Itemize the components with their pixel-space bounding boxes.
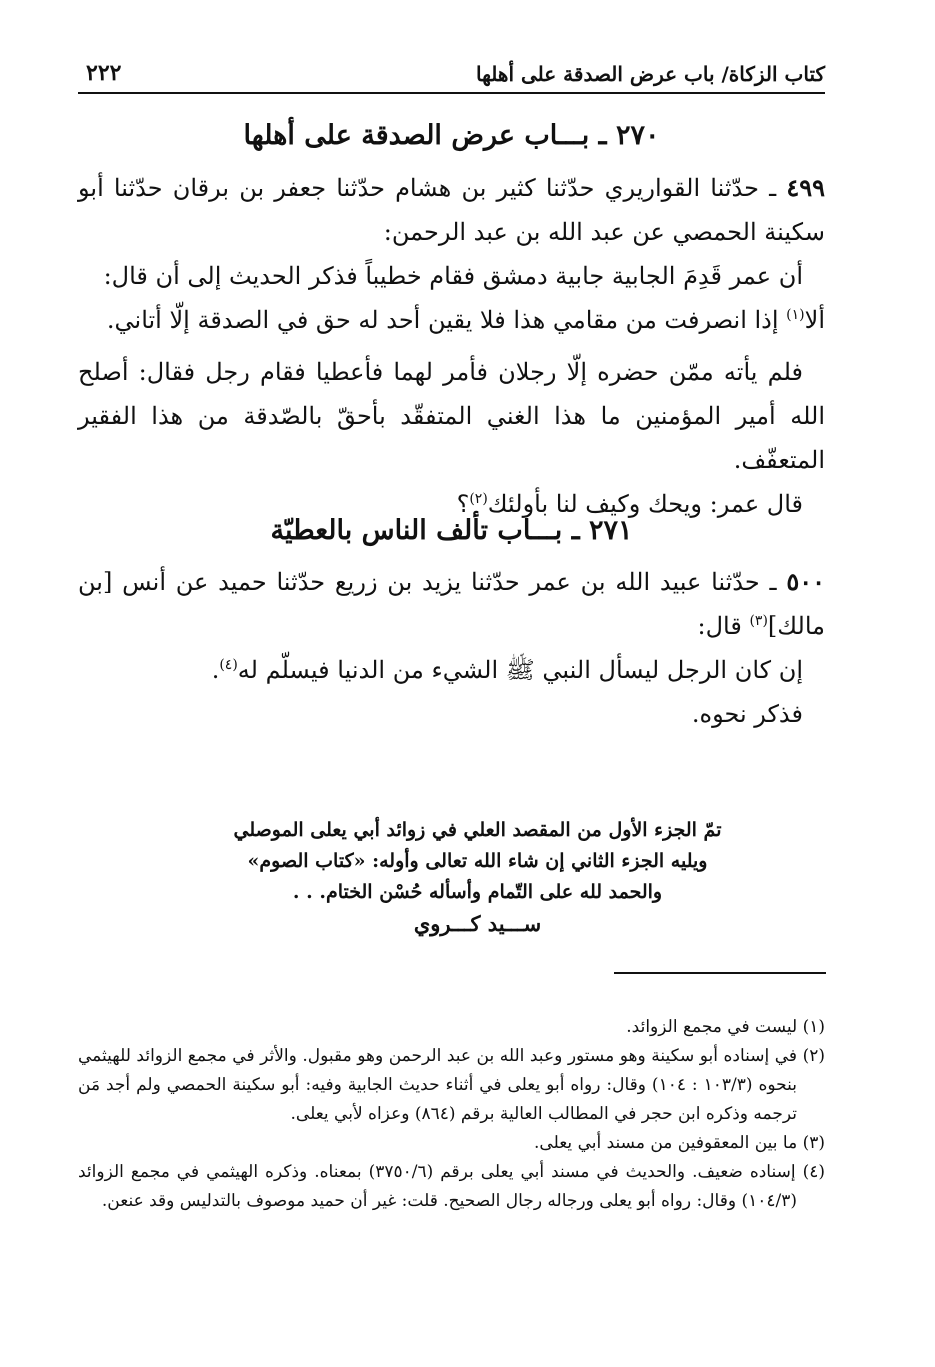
hadith-499-paragraph-2	[78, 298, 825, 342]
footnote-marker-3: (٣)	[749, 613, 768, 629]
colophon-line-2: ويليه الجزء الثاني إن شاء الله تعالى وأوله: «كتاب الصوم»	[247, 850, 708, 872]
hadith-number: ٤٩٩	[786, 173, 825, 202]
hadith-499-paragraph-1: أن عمر قَدِمَ الجابية جابية دمشق فقام خطيباً فذكر الحديث إلى أن قال:	[103, 262, 803, 290]
hadith-500-block	[78, 560, 825, 736]
footnote-marker-2: (٢)	[469, 491, 488, 507]
footnotes	[78, 1013, 825, 1216]
chapter-heading-270: ٢٧٠ ـ بـــاب عرض الصدقة على أهلها	[243, 120, 660, 151]
paragraph-1-end: .	[211, 656, 220, 684]
hadith-500-paragraph-1	[78, 648, 825, 692]
hadith-499-paragraph-3: فلم يأته ممّن حضره إلّا رجلان فأمر لهما فأعطيا فقام رجل فقال: أصلح الله أمير المؤمنين ما هذا الغني المتفقّد بأحقّ بالصّدقة من هذا الفقير المتعفّف.	[78, 358, 825, 474]
isnad-text: ـ حدّثنا عبيد الله بن عمر حدّثنا يزيد بن زريع حدّثنا حميد عن أنس [بن مالك]	[78, 568, 825, 640]
footnote-separator	[614, 972, 826, 974]
footnote-3: (٣) ما بين المعقوفين من مسند أبي يعلى.	[534, 1133, 825, 1153]
colophon-line-1: تمّ الجزء الأول من المقصد العلي في زوائد أبي يعلى الموصلي	[233, 819, 722, 841]
colophon	[200, 815, 755, 939]
footnote-4: (٤) إسناده ضعيف. والحديث في مسند أبي يعلى برقم (٣٧٥٠/٦) بمعناه. وذكره الهيثمي في مجمع الزوائد (١٠٤/٣) وقال: رواه أبو يعلى ورجاله رجال الصحيح. قلت: غير أن حميد موصوف بالتدليس وقد عنعن.	[78, 1162, 825, 1211]
hadith-499-block	[78, 166, 825, 526]
hadith-499-isnad	[78, 166, 825, 254]
footnote-marker-1: (١)	[786, 307, 805, 323]
footnote-2: (٢) في إسناده أبو سكينة وهو مستور وعبد الله بن عبد الرحمن وهو مقبول. والأثر في مجمع الزوائد للهيثمي بنحوه (١٠٣/٣ : ١٠٤) وقال: رواه أبو يعلى في أثناء حديث الجابية وفيه: أبو سكينة الحمصي ولم أجد مَن ترجمه وذكره ابن حجر في المطالب العالية برقم (٨٦٤) وعزاه لأبي يعلى.	[78, 1046, 825, 1124]
footnote-marker-4: (٤)	[219, 657, 238, 673]
colophon-line-3: والحمد لله على التّمام وأسأله حُسْن الختام. . .	[292, 881, 663, 903]
paragraph-2-end: إذا انصرفت من مقامي هذا فلا يقين أحد له حق في الصدقة إلّا أتاني.	[106, 306, 779, 334]
paragraph-4-end: ؟	[456, 490, 470, 518]
running-header	[78, 56, 825, 94]
paragraph-4-start: قال عمر: ويحك وكيف لنا بأولئك	[487, 490, 803, 518]
isnad-text: ـ حدّثنا القواريري حدّثنا كثير بن هشام حدّثنا جعفر بن برقان حدّثنا أبو سكينة الحمصي عن عبد الله بن عبد الرحمن:	[78, 174, 825, 246]
colophon-signature: ســـيد كـــروي	[413, 911, 542, 936]
hadith-number: ٥٠٠	[786, 567, 825, 596]
hadith-500-paragraph-2: فذكر نحوه.	[691, 700, 803, 728]
running-title: كتاب الزكاة/ باب عرض الصدقة على أهلها	[475, 62, 825, 86]
paragraph-1-start: إن كان الرجل ليسأل النبي ﷺ الشيء من الدنيا فيسلّم له	[237, 656, 803, 684]
hadith-500-isnad	[78, 560, 825, 648]
footnote-1: (١) ليست في مجمع الزوائد.	[626, 1017, 825, 1037]
chapter-heading-271: ٢٧١ ـ بـــاب تألف الناس بالعطيّة	[270, 515, 633, 546]
isnad-end: قال:	[697, 612, 750, 640]
paragraph-2-start: ألا	[804, 306, 825, 334]
page-number: ٢٢٢	[86, 60, 122, 86]
